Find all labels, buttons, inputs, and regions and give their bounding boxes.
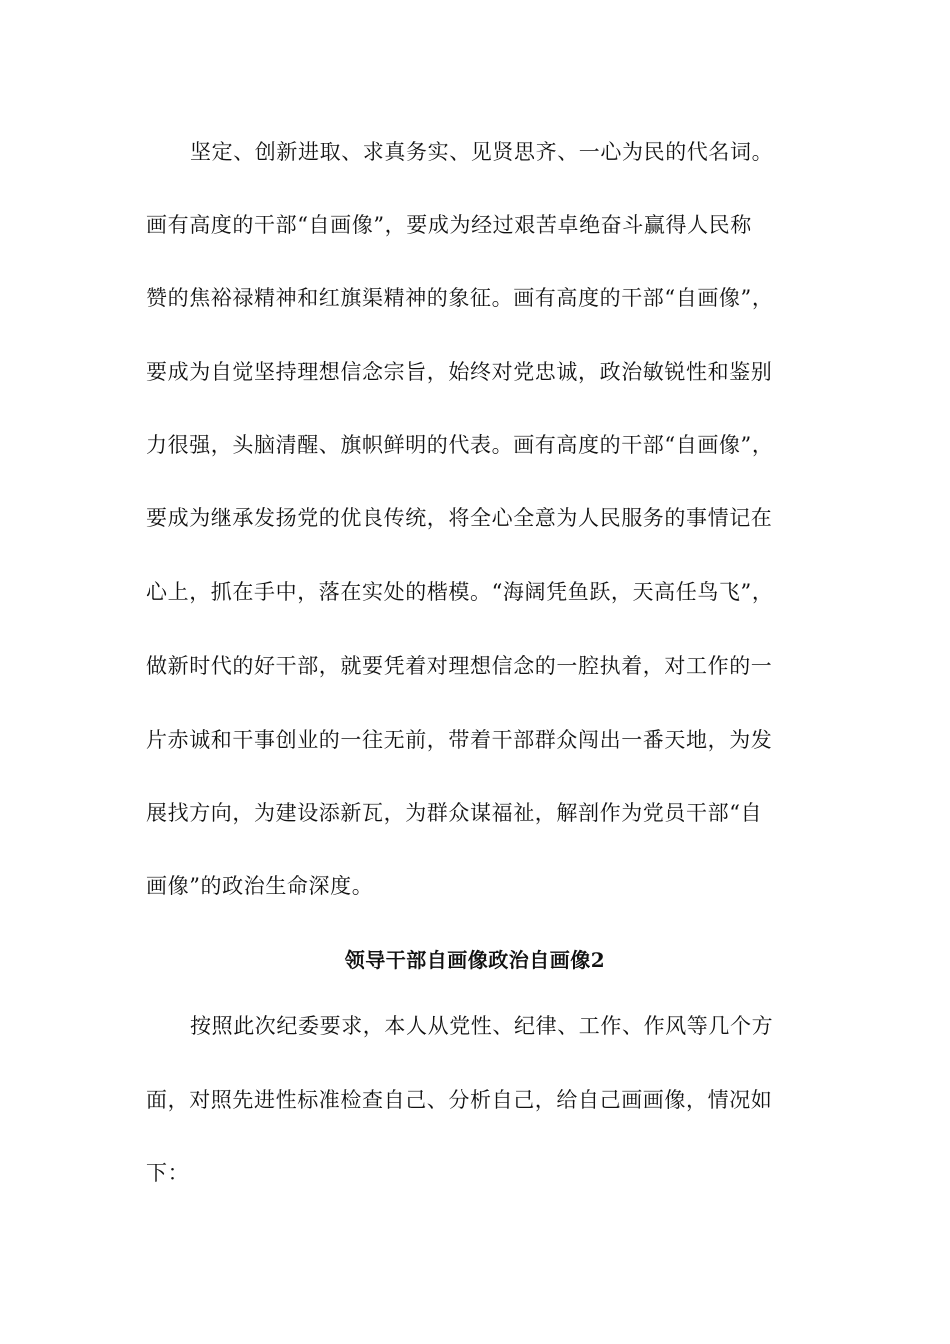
paragraph-line: 力很强，头脑清醒、旗帜鲜明的代表。画有高度的干部“自画像”，	[146, 433, 774, 457]
section-title: 领导干部自画像政治自画像2	[344, 948, 606, 972]
paragraph-line: 要成为继承发扬党的优良传统，将全心全意为人民服务的事情记在	[146, 506, 773, 530]
paragraph-line: 画像”的政治生命深度。	[146, 874, 374, 898]
paragraph-line: 坚定、创新进取、求真务实、见贤思齐、一心为民的代名词。	[190, 140, 774, 164]
paragraph-line: 展找方向，为建设添新瓦，为群众谋福祉，解剖作为党员干部“自	[146, 801, 763, 825]
paragraph-line: 做新时代的好干部，就要凭着对理想信念的一腔执着，对工作的一	[146, 654, 773, 678]
paragraph-line: 要成为自觉坚持理想信念宗旨，始终对党忠诚，政治敏锐性和鉴别	[146, 360, 773, 384]
paragraph-line: 赞的焦裕禄精神和红旗渠精神的象征。画有高度的干部“自画像”，	[146, 286, 774, 310]
paragraph-line: 面，对照先进性标准检查自己、分析自己，给自己画画像，情况如	[146, 1088, 773, 1112]
paragraph-line: 下：	[146, 1161, 190, 1185]
paragraph-line: 心上，抓在手中，落在实处的楷模。“海阔凭鱼跃，天高任鸟飞”，	[146, 580, 774, 604]
paragraph-line: 按照此次纪委要求，本人从党性、纪律、工作、作风等几个方	[190, 1014, 774, 1038]
paragraph-line: 片赤诚和干事创业的一往无前，带着干部群众闯出一番天地，为发	[146, 728, 773, 752]
paragraph-line: 画有高度的干部“自画像”，要成为经过艰苦卓绝奋斗赢得人民称	[146, 213, 752, 237]
